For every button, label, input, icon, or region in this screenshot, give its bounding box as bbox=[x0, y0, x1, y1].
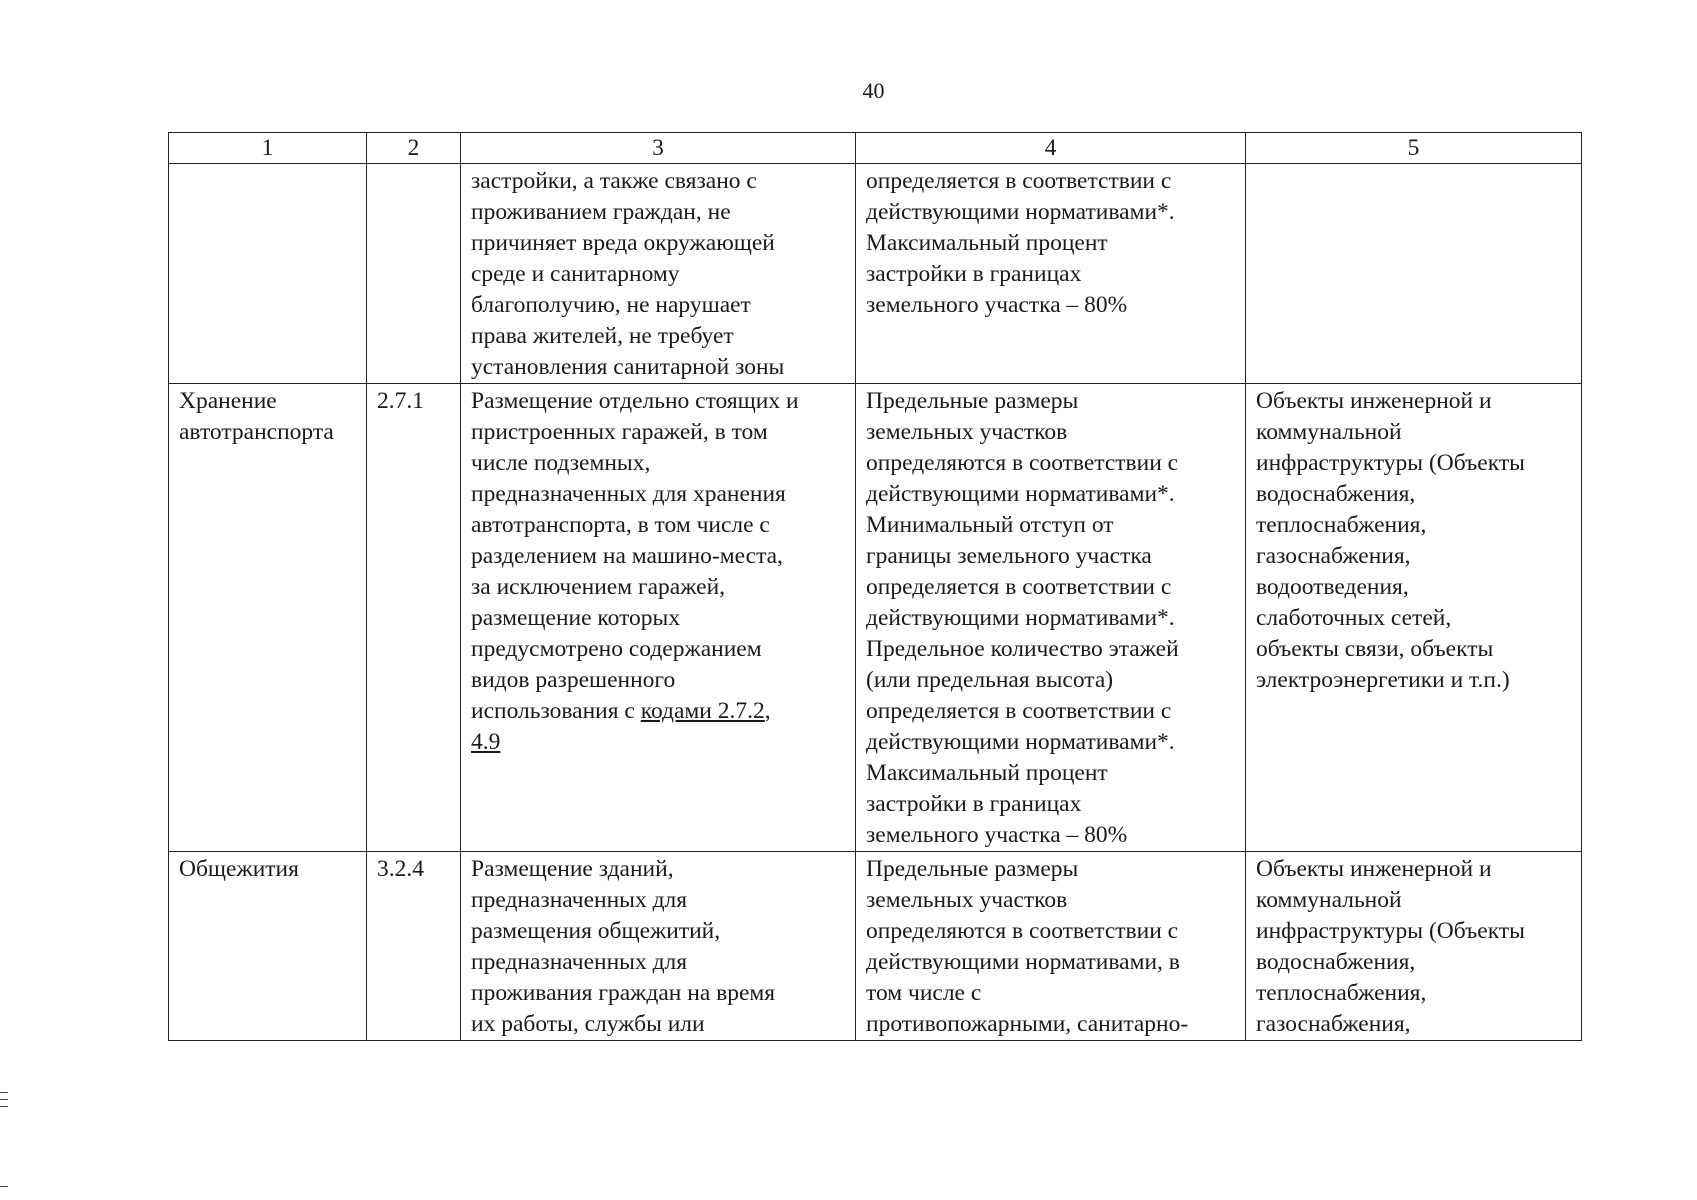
text-line: проживания граждан на время bbox=[471, 980, 776, 1006]
text-line: предназначенных для bbox=[471, 887, 688, 913]
text-line: земельного участка – 80% bbox=[866, 292, 1128, 318]
text-line: застройки, а также связано с bbox=[471, 168, 757, 194]
text-line: Размещение отдельно стоящих и bbox=[471, 388, 799, 414]
text-line: Предельное количество этажей bbox=[866, 636, 1179, 662]
scan-margin-mark bbox=[0, 1092, 8, 1093]
column-header-3: 3 bbox=[461, 133, 856, 164]
scan-margin-mark bbox=[0, 1106, 8, 1107]
code-link-2-7-2[interactable]: кодами 2.7.2 bbox=[640, 698, 765, 724]
text-line: Хранение bbox=[179, 388, 277, 414]
land-use-table bbox=[168, 132, 1582, 1041]
text-line: проживанием граждан, не bbox=[471, 199, 731, 225]
text-line: теплоснабжения, bbox=[1256, 980, 1427, 1006]
text-line bbox=[471, 727, 845, 758]
text-line: газоснабжения, bbox=[1256, 543, 1411, 569]
cell-parameters bbox=[856, 852, 1246, 1041]
text-line bbox=[471, 696, 845, 727]
text-line: автотранспорта, в том числе с bbox=[471, 512, 770, 538]
text-line: действующими нормативами*. bbox=[866, 605, 1175, 631]
text-line: автотранспорта bbox=[179, 419, 334, 445]
text-line: водоотведения, bbox=[1256, 574, 1409, 600]
text-line: том числе с bbox=[866, 980, 982, 1006]
text-line: предназначенных для bbox=[471, 949, 688, 975]
text-line: определяются в соответствии с bbox=[866, 450, 1179, 476]
text-line: земельных участков bbox=[866, 887, 1068, 913]
text-line: предназначенных для хранения bbox=[471, 481, 786, 507]
cell-parameters bbox=[856, 164, 1246, 384]
cell-auxiliary-uses bbox=[1246, 852, 1582, 1041]
text-line: теплоснабжения, bbox=[1256, 512, 1427, 538]
text-line: числе подземных, bbox=[471, 450, 651, 476]
text-line: предусмотрено содержанием bbox=[471, 636, 762, 662]
text-line: Максимальный процент bbox=[866, 230, 1108, 256]
cell-use-name bbox=[169, 384, 367, 852]
cell-auxiliary-uses bbox=[1246, 384, 1582, 852]
text-line: Предельные размеры bbox=[866, 856, 1079, 882]
table-header-row bbox=[169, 133, 1582, 164]
cell-use-code: 3.2.4 bbox=[367, 852, 461, 1041]
text-line: благополучию, не нарушает bbox=[471, 292, 751, 318]
text-line: коммунальной bbox=[1256, 419, 1402, 445]
text-line: инфраструктуры (Объекты bbox=[1256, 918, 1525, 944]
text-line: Минимальный отступ от bbox=[866, 512, 1114, 538]
text-line: газоснабжения, bbox=[1256, 1011, 1411, 1037]
text-fragment: , bbox=[764, 698, 771, 724]
table-row bbox=[169, 164, 1582, 384]
text-fragment: использования с bbox=[471, 698, 641, 724]
text-line: причиняет вреда окружающей bbox=[471, 230, 775, 256]
text-line: действующими нормативами*. bbox=[866, 199, 1175, 225]
text-line: их работы, службы или bbox=[471, 1011, 705, 1037]
text-line: застройки в границах bbox=[866, 791, 1082, 817]
text-line: инфраструктуры (Объекты bbox=[1256, 450, 1525, 476]
code-link-4-9[interactable]: 4.9 bbox=[471, 729, 501, 755]
cell-use-code: 2.7.1 bbox=[367, 384, 461, 852]
cell-auxiliary-uses bbox=[1246, 164, 1582, 384]
text-line: права жителей, не требует bbox=[471, 323, 734, 349]
text-line: объекты связи, объекты bbox=[1256, 636, 1494, 662]
text-line: определяется в соответствии с bbox=[866, 574, 1172, 600]
cell-parameters bbox=[856, 384, 1246, 852]
text-line: размещение которых bbox=[471, 605, 681, 631]
text-line: водоснабжения, bbox=[1256, 949, 1416, 975]
text-line: водоснабжения, bbox=[1256, 481, 1416, 507]
page-number: 40 bbox=[862, 78, 885, 103]
text-line: (или предельная высота) bbox=[866, 667, 1114, 693]
text-line: земельных участков bbox=[866, 419, 1068, 445]
text-line: электроэнергетики и т.п.) bbox=[1256, 667, 1510, 693]
text-line: Общежития bbox=[179, 856, 299, 882]
cell-use-description bbox=[461, 852, 856, 1041]
column-header-1: 1 bbox=[169, 133, 367, 164]
cell-use-description bbox=[461, 384, 856, 852]
cell-use-name bbox=[169, 852, 367, 1041]
text-line: противопожарными, санитарно- bbox=[866, 1011, 1189, 1037]
text-line: за исключением гаражей, bbox=[471, 574, 726, 600]
column-header-4: 4 bbox=[856, 133, 1246, 164]
table-row bbox=[169, 852, 1582, 1041]
column-header-2: 2 bbox=[367, 133, 461, 164]
text-line: разделением на машино-места, bbox=[471, 543, 783, 569]
text-line: среде и санитарному bbox=[471, 261, 680, 287]
table-row bbox=[169, 384, 1582, 852]
text-line: земельного участка – 80% bbox=[866, 822, 1128, 848]
text-line: определяется в соответствии с bbox=[866, 698, 1172, 724]
text-line: Размещение зданий, bbox=[471, 856, 674, 882]
cell-use-description bbox=[461, 164, 856, 384]
scan-margin-mark bbox=[0, 1099, 8, 1100]
text-line: действующими нормативами*. bbox=[866, 729, 1175, 755]
text-line: границы земельного участка bbox=[866, 543, 1152, 569]
column-header-5: 5 bbox=[1246, 133, 1582, 164]
text-line: слаботочных сетей, bbox=[1256, 605, 1452, 631]
text-line: видов разрешенного bbox=[471, 667, 676, 693]
cell-use-name bbox=[169, 164, 367, 384]
text-line: Предельные размеры bbox=[866, 388, 1079, 414]
scan-margin-mark bbox=[0, 1186, 8, 1187]
text-line: определяются в соответствии с bbox=[866, 918, 1179, 944]
text-line: действующими нормативами, в bbox=[866, 949, 1180, 975]
text-line: определяется в соответствии с bbox=[866, 168, 1172, 194]
text-line: Объекты инженерной и bbox=[1256, 856, 1492, 882]
text-line: застройки в границах bbox=[866, 261, 1082, 287]
cell-use-code bbox=[367, 164, 461, 384]
text-line: пристроенных гаражей, в том bbox=[471, 419, 768, 445]
text-line: действующими нормативами*. bbox=[866, 481, 1175, 507]
text-line: Объекты инженерной и bbox=[1256, 388, 1492, 414]
text-line: Максимальный процент bbox=[866, 760, 1108, 786]
text-line: размещения общежитий, bbox=[471, 918, 721, 944]
text-line: установления санитарной зоны bbox=[471, 354, 785, 380]
text-line: коммунальной bbox=[1256, 887, 1402, 913]
